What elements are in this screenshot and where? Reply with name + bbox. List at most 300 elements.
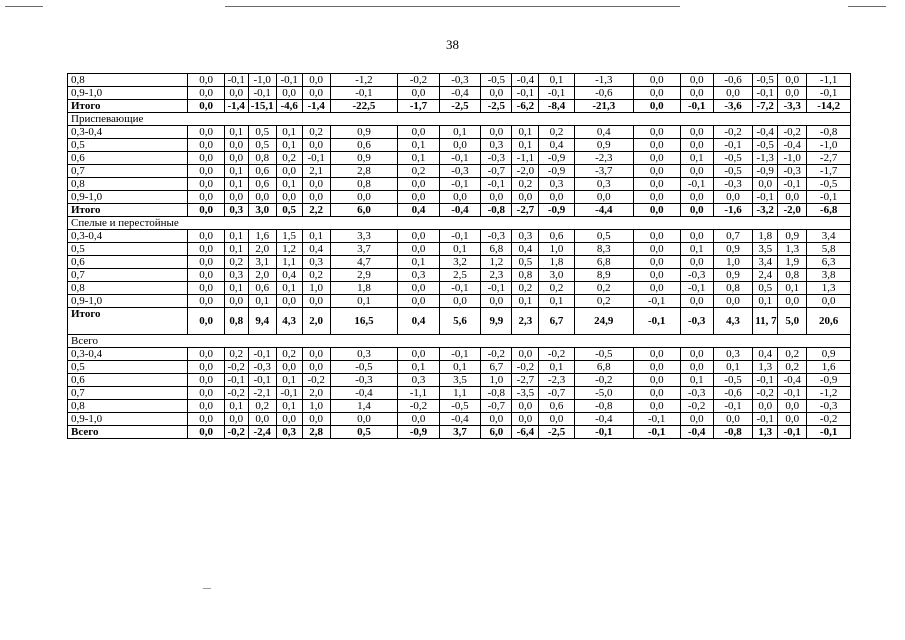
table-cell: -15,1 xyxy=(248,100,276,113)
table-cell: -0,1 xyxy=(633,426,680,439)
table-cell: -0,9 xyxy=(753,165,778,178)
table-cell: -0,2 xyxy=(512,361,539,374)
table-cell: 0,0 xyxy=(633,243,680,256)
table-cell: -0,1 xyxy=(680,178,713,191)
table-cell: -0,1 xyxy=(753,374,778,387)
table-cell: -0,2 xyxy=(807,413,851,426)
table-cell: 0,1 xyxy=(398,361,440,374)
stray-mark xyxy=(203,588,211,589)
table-cell: -0,1 xyxy=(276,387,302,400)
table-cell: -0,1 xyxy=(276,74,302,87)
table-cell: 0,0 xyxy=(224,152,248,165)
table-cell: 0,0 xyxy=(778,413,807,426)
table-cell: 0,0 xyxy=(680,348,713,361)
table-cell: 0,8 xyxy=(778,269,807,282)
table-cell: -0,2 xyxy=(224,361,248,374)
table-row xyxy=(68,400,851,413)
table-row xyxy=(68,152,851,165)
table-cell: 0,0 xyxy=(188,152,224,165)
table-cell: 0,4 xyxy=(398,308,440,335)
table-cell: 0,0 xyxy=(398,243,440,256)
table-row xyxy=(68,191,851,204)
table-cell: 0,0 xyxy=(481,191,512,204)
table-cell: -1,0 xyxy=(778,152,807,165)
table-cell: -0,1 xyxy=(574,426,633,439)
table-cell: 0,0 xyxy=(713,191,752,204)
table-cell: 0,0 xyxy=(302,178,330,191)
table-cell: 1,1 xyxy=(439,387,481,400)
table-cell: -1,7 xyxy=(807,165,851,178)
table-cell: 0,1 xyxy=(276,178,302,191)
table-cell: 2,2 xyxy=(302,204,330,217)
table-cell: 0,0 xyxy=(713,413,752,426)
table-cell: 0,0 xyxy=(302,413,330,426)
table-cell: -2,7 xyxy=(512,374,539,387)
table-cell: 0,9 xyxy=(713,269,752,282)
table-cell: 4,3 xyxy=(276,308,302,335)
table-cell: 0,3 xyxy=(224,269,248,282)
table-cell: 3,2 xyxy=(439,256,481,269)
table-row xyxy=(68,348,851,361)
table-cell: -1,7 xyxy=(398,100,440,113)
table-cell: 0,0 xyxy=(188,87,224,100)
table-cell: 0,0 xyxy=(633,387,680,400)
table-row xyxy=(68,282,851,295)
table-cell: 0,0 xyxy=(481,87,512,100)
table-cell: -0,1 xyxy=(481,178,512,191)
table-cell: -0,2 xyxy=(224,387,248,400)
total-row xyxy=(68,100,851,113)
table-cell: 0,0 xyxy=(713,295,752,308)
table-cell: 0,2 xyxy=(302,269,330,282)
table-cell: 0,0 xyxy=(633,152,680,165)
table-cell: 0,0 xyxy=(633,126,680,139)
row-label: 0,9-1,0 xyxy=(68,191,188,204)
table-cell: 2,0 xyxy=(302,308,330,335)
table-cell: 0,0 xyxy=(680,256,713,269)
table-cell: 0,3 xyxy=(224,204,248,217)
table-cell: 1,5 xyxy=(276,230,302,243)
table-cell: 0,0 xyxy=(398,413,440,426)
table-cell: 0,4 xyxy=(539,139,574,152)
table-cell: 0,0 xyxy=(188,230,224,243)
table-cell: 0,0 xyxy=(512,400,539,413)
table-cell: 0,0 xyxy=(330,413,398,426)
table-cell: -0,1 xyxy=(778,426,807,439)
table-cell: 5,0 xyxy=(778,308,807,335)
table-cell: -2,5 xyxy=(481,100,512,113)
row-label: 0,3-0,4 xyxy=(68,348,188,361)
row-label: 0,9-1,0 xyxy=(68,413,188,426)
table-cell: 0,1 xyxy=(224,230,248,243)
table-cell: -0,9 xyxy=(539,204,574,217)
table-cell: 0,1 xyxy=(302,230,330,243)
table-cell: 0,5 xyxy=(574,230,633,243)
table-cell: -0,7 xyxy=(481,165,512,178)
table-cell: 0,0 xyxy=(439,295,481,308)
table-cell: -0,3 xyxy=(439,74,481,87)
table-cell: 0,8 xyxy=(330,178,398,191)
table-cell: -0,1 xyxy=(248,374,276,387)
table-cell: 0,0 xyxy=(398,295,440,308)
table-cell: -2,3 xyxy=(539,374,574,387)
table-cell: -0,1 xyxy=(633,295,680,308)
table-cell: -0,3 xyxy=(713,178,752,191)
table-cell: -0,2 xyxy=(539,348,574,361)
table-cell: -0,8 xyxy=(807,126,851,139)
table-cell: 0,0 xyxy=(224,191,248,204)
table-cell: -0,5 xyxy=(753,139,778,152)
table-cell: 0,0 xyxy=(188,178,224,191)
table-cell: 0,0 xyxy=(680,191,713,204)
table-cell: 0,0 xyxy=(633,139,680,152)
row-label: 0,6 xyxy=(68,256,188,269)
table-cell: -0,1 xyxy=(439,178,481,191)
table-cell: 2,9 xyxy=(330,269,398,282)
table-cell: 0,5 xyxy=(248,139,276,152)
table-cell: -0,8 xyxy=(481,387,512,400)
table-cell: -0,1 xyxy=(481,282,512,295)
table-cell: 0,1 xyxy=(439,243,481,256)
table-cell: 0,0 xyxy=(439,191,481,204)
table-cell: 0,0 xyxy=(633,191,680,204)
row-label: 0,6 xyxy=(68,152,188,165)
table-cell: 0,0 xyxy=(778,87,807,100)
table-cell: 4,7 xyxy=(330,256,398,269)
table-cell: 0,0 xyxy=(188,126,224,139)
table-cell: -0,1 xyxy=(680,100,713,113)
table-cell: 0,0 xyxy=(680,74,713,87)
table-cell: 0,0 xyxy=(276,361,302,374)
table-cell: 0,0 xyxy=(302,139,330,152)
table-cell: -0,1 xyxy=(330,87,398,100)
table-cell: 0,2 xyxy=(224,256,248,269)
table-cell: 0,9 xyxy=(574,139,633,152)
table-cell: 0,0 xyxy=(680,204,713,217)
table-cell: 0,0 xyxy=(224,139,248,152)
table-cell: -0,4 xyxy=(778,139,807,152)
table-cell: 24,9 xyxy=(574,308,633,335)
table-cell: -2,0 xyxy=(512,165,539,178)
table-row xyxy=(68,256,851,269)
table-cell: 0,0 xyxy=(188,243,224,256)
table-cell: -0,9 xyxy=(539,165,574,178)
table-cell: -1,6 xyxy=(713,204,752,217)
table-cell: -0,7 xyxy=(481,400,512,413)
table-cell: -0,1 xyxy=(778,178,807,191)
table-cell: 0,2 xyxy=(276,348,302,361)
table-cell: -1,3 xyxy=(753,152,778,165)
table-cell: -2,5 xyxy=(439,100,481,113)
table-cell: -0,4 xyxy=(574,413,633,426)
table-cell: -0,3 xyxy=(248,361,276,374)
table-cell: -1,2 xyxy=(807,387,851,400)
table-cell: 0,7 xyxy=(713,230,752,243)
data-table xyxy=(67,73,851,439)
table-cell: -1,1 xyxy=(807,74,851,87)
table-cell: 0,0 xyxy=(302,87,330,100)
table-cell: 0,0 xyxy=(398,282,440,295)
table-cell: 20,6 xyxy=(807,308,851,335)
table-cell: -0,3 xyxy=(680,387,713,400)
table-cell: -0,3 xyxy=(680,269,713,282)
table-cell: 0,0 xyxy=(276,295,302,308)
table-cell: 0,8 xyxy=(248,152,276,165)
table-cell: -0,5 xyxy=(574,348,633,361)
table-cell: -0,1 xyxy=(248,348,276,361)
table-cell: 1,8 xyxy=(539,256,574,269)
table-cell: 0,6 xyxy=(539,400,574,413)
table-cell: 0,1 xyxy=(276,400,302,413)
table-cell: 0,1 xyxy=(713,361,752,374)
table-cell: 0,3 xyxy=(574,178,633,191)
table-cell: -0,3 xyxy=(439,165,481,178)
table-cell: 3,8 xyxy=(807,269,851,282)
row-label: 0,5 xyxy=(68,139,188,152)
table-cell: 2,5 xyxy=(439,269,481,282)
table-row xyxy=(68,74,851,87)
table-cell: -0,1 xyxy=(753,191,778,204)
table-cell: 0,0 xyxy=(188,387,224,400)
table-row xyxy=(68,178,851,191)
table-cell: 2,0 xyxy=(302,387,330,400)
table-cell: 0,3 xyxy=(713,348,752,361)
table-cell: 1,1 xyxy=(276,256,302,269)
table-cell: 1,0 xyxy=(713,256,752,269)
table-cell: 11, 7 xyxy=(753,308,778,335)
table-cell: 0,3 xyxy=(539,178,574,191)
table-cell: 0,0 xyxy=(302,295,330,308)
table-row xyxy=(68,413,851,426)
table-cell: 1,8 xyxy=(330,282,398,295)
table-cell: 0,0 xyxy=(512,348,539,361)
table-cell: 0,0 xyxy=(539,191,574,204)
row-label: 0,6 xyxy=(68,374,188,387)
table-cell: 0,0 xyxy=(633,282,680,295)
table-cell: -0,3 xyxy=(481,230,512,243)
row-label: 0,7 xyxy=(68,269,188,282)
table-cell: 0,0 xyxy=(633,230,680,243)
table-cell: -0,5 xyxy=(807,178,851,191)
table-cell: 0,1 xyxy=(224,165,248,178)
table-cell: -2,3 xyxy=(574,152,633,165)
table-cell: 0,0 xyxy=(680,165,713,178)
table-cell: -0,4 xyxy=(512,74,539,87)
table-cell: 0,1 xyxy=(539,361,574,374)
table-cell: 0,0 xyxy=(481,413,512,426)
table-cell: -0,7 xyxy=(539,387,574,400)
table-cell: 0,1 xyxy=(330,295,398,308)
table-cell: 0,0 xyxy=(188,374,224,387)
table-cell: 0,3 xyxy=(481,139,512,152)
table-cell: -0,6 xyxy=(713,387,752,400)
table-cell: 2,8 xyxy=(302,426,330,439)
table-cell: 8,9 xyxy=(574,269,633,282)
table-cell: 0,2 xyxy=(574,295,633,308)
table-cell: 0,0 xyxy=(302,74,330,87)
table-cell: -0,4 xyxy=(680,426,713,439)
table-cell: -3,3 xyxy=(778,100,807,113)
table-cell: -0,3 xyxy=(680,308,713,335)
table-cell: -0,1 xyxy=(713,139,752,152)
table-cell: 2,0 xyxy=(248,269,276,282)
table-cell: 0,6 xyxy=(248,178,276,191)
table-cell: 3,0 xyxy=(539,269,574,282)
table-cell: 0,0 xyxy=(398,87,440,100)
table-row xyxy=(68,230,851,243)
table-cell: -0,1 xyxy=(753,413,778,426)
table-cell: -0,4 xyxy=(439,87,481,100)
table-cell: 0,1 xyxy=(276,126,302,139)
table-cell: 0,0 xyxy=(188,308,224,335)
total-row xyxy=(68,204,851,217)
table-row xyxy=(68,139,851,152)
table-cell: -3,7 xyxy=(574,165,633,178)
table-cell: 0,9 xyxy=(807,348,851,361)
table-cell: 0,0 xyxy=(188,295,224,308)
table-cell: -14,2 xyxy=(807,100,851,113)
table-cell: -3,6 xyxy=(713,100,752,113)
table-cell: 0,2 xyxy=(539,282,574,295)
table-cell: 0,2 xyxy=(574,282,633,295)
section-header-row xyxy=(68,217,851,230)
table-cell: -0,6 xyxy=(713,74,752,87)
row-label: 0,5 xyxy=(68,361,188,374)
table-cell: 0,0 xyxy=(188,426,224,439)
table-cell: 0,5 xyxy=(276,204,302,217)
table-cell: 0,0 xyxy=(807,295,851,308)
table-cell: 3,1 xyxy=(248,256,276,269)
table-row xyxy=(68,126,851,139)
table-cell: 0,1 xyxy=(539,74,574,87)
table-row xyxy=(68,374,851,387)
table-cell: -0,1 xyxy=(807,426,851,439)
table-cell: -0,5 xyxy=(481,74,512,87)
table-cell: 2,4 xyxy=(753,269,778,282)
table-cell: 1,3 xyxy=(753,426,778,439)
row-label: 0,7 xyxy=(68,165,188,178)
row-label: 0,8 xyxy=(68,74,188,87)
table-cell: -0,2 xyxy=(574,374,633,387)
table-cell: -0,8 xyxy=(481,204,512,217)
table-cell: 0,1 xyxy=(276,139,302,152)
table-cell: -0,1 xyxy=(778,387,807,400)
table-cell: 0,4 xyxy=(753,348,778,361)
table-cell: 3,3 xyxy=(330,230,398,243)
section-title: Всего xyxy=(68,335,851,348)
table-cell: 16,5 xyxy=(330,308,398,335)
table-cell: 0,0 xyxy=(188,361,224,374)
table-cell: -0,1 xyxy=(633,413,680,426)
table-cell: 0,2 xyxy=(248,400,276,413)
table-cell: -2,5 xyxy=(539,426,574,439)
table-cell: 1,2 xyxy=(276,243,302,256)
table-cell: 6,3 xyxy=(807,256,851,269)
table-cell: 1,3 xyxy=(807,282,851,295)
table-cell: -0,1 xyxy=(224,74,248,87)
table-cell: 0,0 xyxy=(224,413,248,426)
table-cell: -5,0 xyxy=(574,387,633,400)
table-cell: 0,0 xyxy=(439,139,481,152)
table-cell: -0,4 xyxy=(778,374,807,387)
table-cell: -1,1 xyxy=(512,152,539,165)
table-cell: 0,0 xyxy=(633,100,680,113)
table-row xyxy=(68,269,851,282)
table-cell: 0,0 xyxy=(680,87,713,100)
table-cell: 0,5 xyxy=(512,256,539,269)
table-cell: 0,1 xyxy=(439,361,481,374)
table-cell: 1,6 xyxy=(248,230,276,243)
table-cell: 0,5 xyxy=(248,126,276,139)
table-cell: -0,8 xyxy=(574,400,633,413)
table-cell: -0,9 xyxy=(539,152,574,165)
table-cell: -0,2 xyxy=(680,400,713,413)
table-cell: 0,3 xyxy=(330,348,398,361)
table-cell: 0,2 xyxy=(224,348,248,361)
table-cell: 0,9 xyxy=(330,152,398,165)
table-cell: -0,8 xyxy=(713,426,752,439)
table-cell: -0,5 xyxy=(713,374,752,387)
table-cell: 0,4 xyxy=(276,269,302,282)
table-cell: 0,2 xyxy=(539,126,574,139)
row-label: 0,9-1,0 xyxy=(68,295,188,308)
table-cell: 0,0 xyxy=(398,230,440,243)
table-cell: 1,0 xyxy=(302,282,330,295)
table-cell: 0,4 xyxy=(574,126,633,139)
table-cell: 0,1 xyxy=(753,295,778,308)
table-cell: 0,2 xyxy=(302,126,330,139)
top-rule-center xyxy=(225,6,680,7)
row-label: Итого xyxy=(68,308,188,335)
table-cell: 0,3 xyxy=(398,374,440,387)
table-cell: 0,9 xyxy=(330,126,398,139)
table-cell: -0,3 xyxy=(330,374,398,387)
row-label: 0,8 xyxy=(68,282,188,295)
table-cell: 0,4 xyxy=(512,243,539,256)
table-cell: 0,1 xyxy=(398,256,440,269)
table-cell: 0,1 xyxy=(512,139,539,152)
table-cell: 0,0 xyxy=(778,191,807,204)
table-cell: -0,2 xyxy=(398,74,440,87)
table-cell: 0,0 xyxy=(188,204,224,217)
table-cell: -0,5 xyxy=(439,400,481,413)
table-cell: 0,8 xyxy=(224,308,248,335)
table-cell: 9,4 xyxy=(248,308,276,335)
table-cell: 6,0 xyxy=(330,204,398,217)
table-cell: 0,0 xyxy=(398,348,440,361)
table-cell: 1,4 xyxy=(330,400,398,413)
total-row xyxy=(68,308,851,335)
table-cell: 0,1 xyxy=(512,295,539,308)
table-cell: 6,7 xyxy=(539,308,574,335)
table-cell: -0,1 xyxy=(713,400,752,413)
table-cell: 0,0 xyxy=(188,139,224,152)
table-cell: -0,4 xyxy=(330,387,398,400)
table-cell: -0,6 xyxy=(574,87,633,100)
table-cell: 0,0 xyxy=(188,191,224,204)
table-cell: -6,8 xyxy=(807,204,851,217)
section-header-row xyxy=(68,113,851,126)
table-cell: 0,0 xyxy=(276,413,302,426)
table-cell: 0,0 xyxy=(778,295,807,308)
table-cell: 0,2 xyxy=(276,152,302,165)
table-cell: -7,2 xyxy=(753,100,778,113)
table-cell: 0,2 xyxy=(512,178,539,191)
table-cell: 0,6 xyxy=(330,139,398,152)
table-cell: 5,8 xyxy=(807,243,851,256)
table-cell: 0,1 xyxy=(778,282,807,295)
table-cell: -0,4 xyxy=(753,126,778,139)
